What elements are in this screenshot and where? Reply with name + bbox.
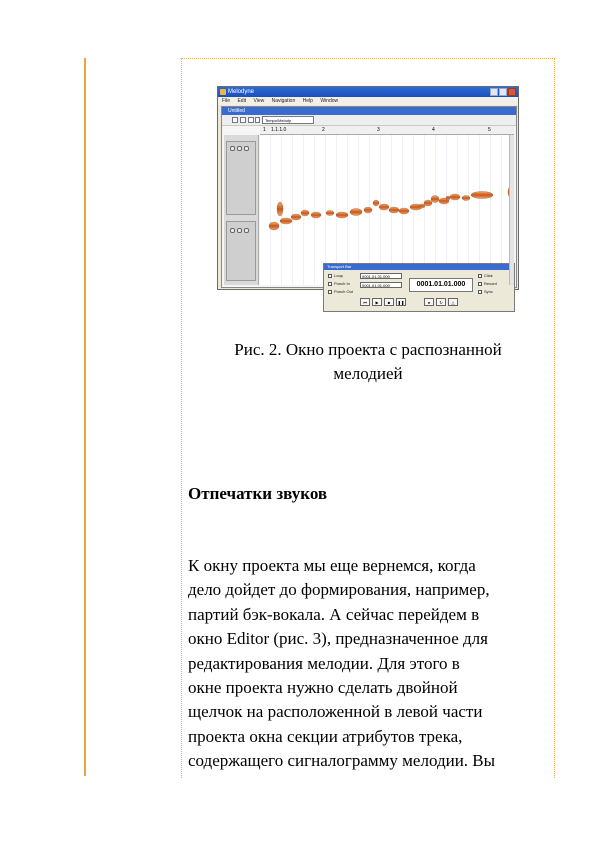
body-line: партий бэк-вокала. А сейчас перейдем в [188,604,480,624]
stop-icon: ■ [384,298,394,306]
track-attributes-panel [224,135,259,285]
menu-file: File [222,98,231,104]
punch-out-checkbox [328,290,332,294]
record-icon [244,228,249,233]
timeline-ruler [260,126,514,135]
maximize-icon [499,88,507,96]
record-checkbox [478,282,482,286]
melodyne-screenshot [217,86,519,305]
metronome-icon: △ [448,298,458,306]
ruler-label: 1 [263,127,266,133]
sync-label: Sync [484,289,493,294]
project-titlebar [222,107,516,115]
record-icon [244,146,249,151]
ruler-label: 1.1.1.0 [271,127,287,133]
menu-window: Window [320,98,339,104]
play-icon: ▶ [372,298,382,306]
body-line: окно Editor (рис. 3), предназначенное для [188,629,488,649]
loop-label: Loop [334,273,343,278]
figure-caption [190,338,546,386]
app-icon [220,89,226,95]
body-line: редактирования мелодии. Для этого в [188,653,460,673]
arrow-tool-icon [232,117,238,123]
punch-in-checkbox [328,282,332,286]
record-button-icon: ● [424,298,434,306]
time-display: 0001.01.01.000 [409,278,473,292]
pitch-tool-icon [240,117,246,123]
menu-bar [218,97,518,105]
mute-icon [230,228,235,233]
window-title: Melodyne [228,89,255,95]
vertical-scrollbar [509,135,514,285]
window-titlebar [218,87,518,97]
track-section-2 [226,221,256,281]
record-label: Record [484,281,497,286]
pause-icon: ❚❚ [397,300,405,305]
click-checkbox [478,274,482,278]
solo-icon [237,146,242,151]
close-icon [508,88,516,96]
punch-out-label: Punch Out [334,289,353,294]
solo-icon [237,228,242,233]
loop-button-icon: ↻ [436,298,446,306]
amp-tool-icon [255,117,260,123]
body-line: щелчок на расположенной в левой части [188,702,483,722]
body-line: проекта окна секции атрибутов трека, [188,726,463,746]
mode-dropdown: Tempo/Melody [262,116,314,124]
sync-checkbox [478,290,482,294]
minimize-icon [490,88,498,96]
body-line: дело дойдет до формирования, например, [188,580,490,600]
time-tool-icon [248,117,254,123]
ruler-label: 3 [377,127,380,133]
rewind-icon: ⏮ [360,298,370,306]
transport-title: Transport Bar [324,264,514,270]
project-title: Untitled [228,108,245,114]
note-grid [260,135,514,305]
locator-start-field: 0001.01.01.000 [360,273,402,279]
body-line: окне проекта нужно сделать двойной [188,678,458,698]
punch-in-label: Punch In [334,281,350,286]
body-paragraph [188,554,550,774]
locator-end-field: 0001.01.01.000 [360,282,402,288]
margin-rule [84,58,86,776]
caption-line: мелодией [333,364,403,383]
body-line: содержащего сигналограмму мелодии. Вы [188,751,496,771]
project-window [221,106,517,305]
menu-help: Help [302,98,313,104]
loop-checkbox [328,274,332,278]
body-line: К окну проекта мы еще вернемся, когда [188,556,476,575]
transport-bar [323,263,515,312]
ruler-label: 4 [432,127,435,133]
menu-navigation: Navigation [271,98,296,104]
mute-icon [230,146,235,151]
track-section [226,141,256,215]
project-toolbar [222,115,516,126]
menu-edit: Edit [237,98,247,104]
click-label: Click [484,273,493,278]
ruler-label: 2 [322,127,325,133]
ruler-label: 5 [488,127,491,133]
section-heading: Отпечатки звуков [188,484,328,503]
caption-line: Рис. 2. Окно проекта с распознанной [234,340,502,359]
menu-view: View [253,98,265,104]
